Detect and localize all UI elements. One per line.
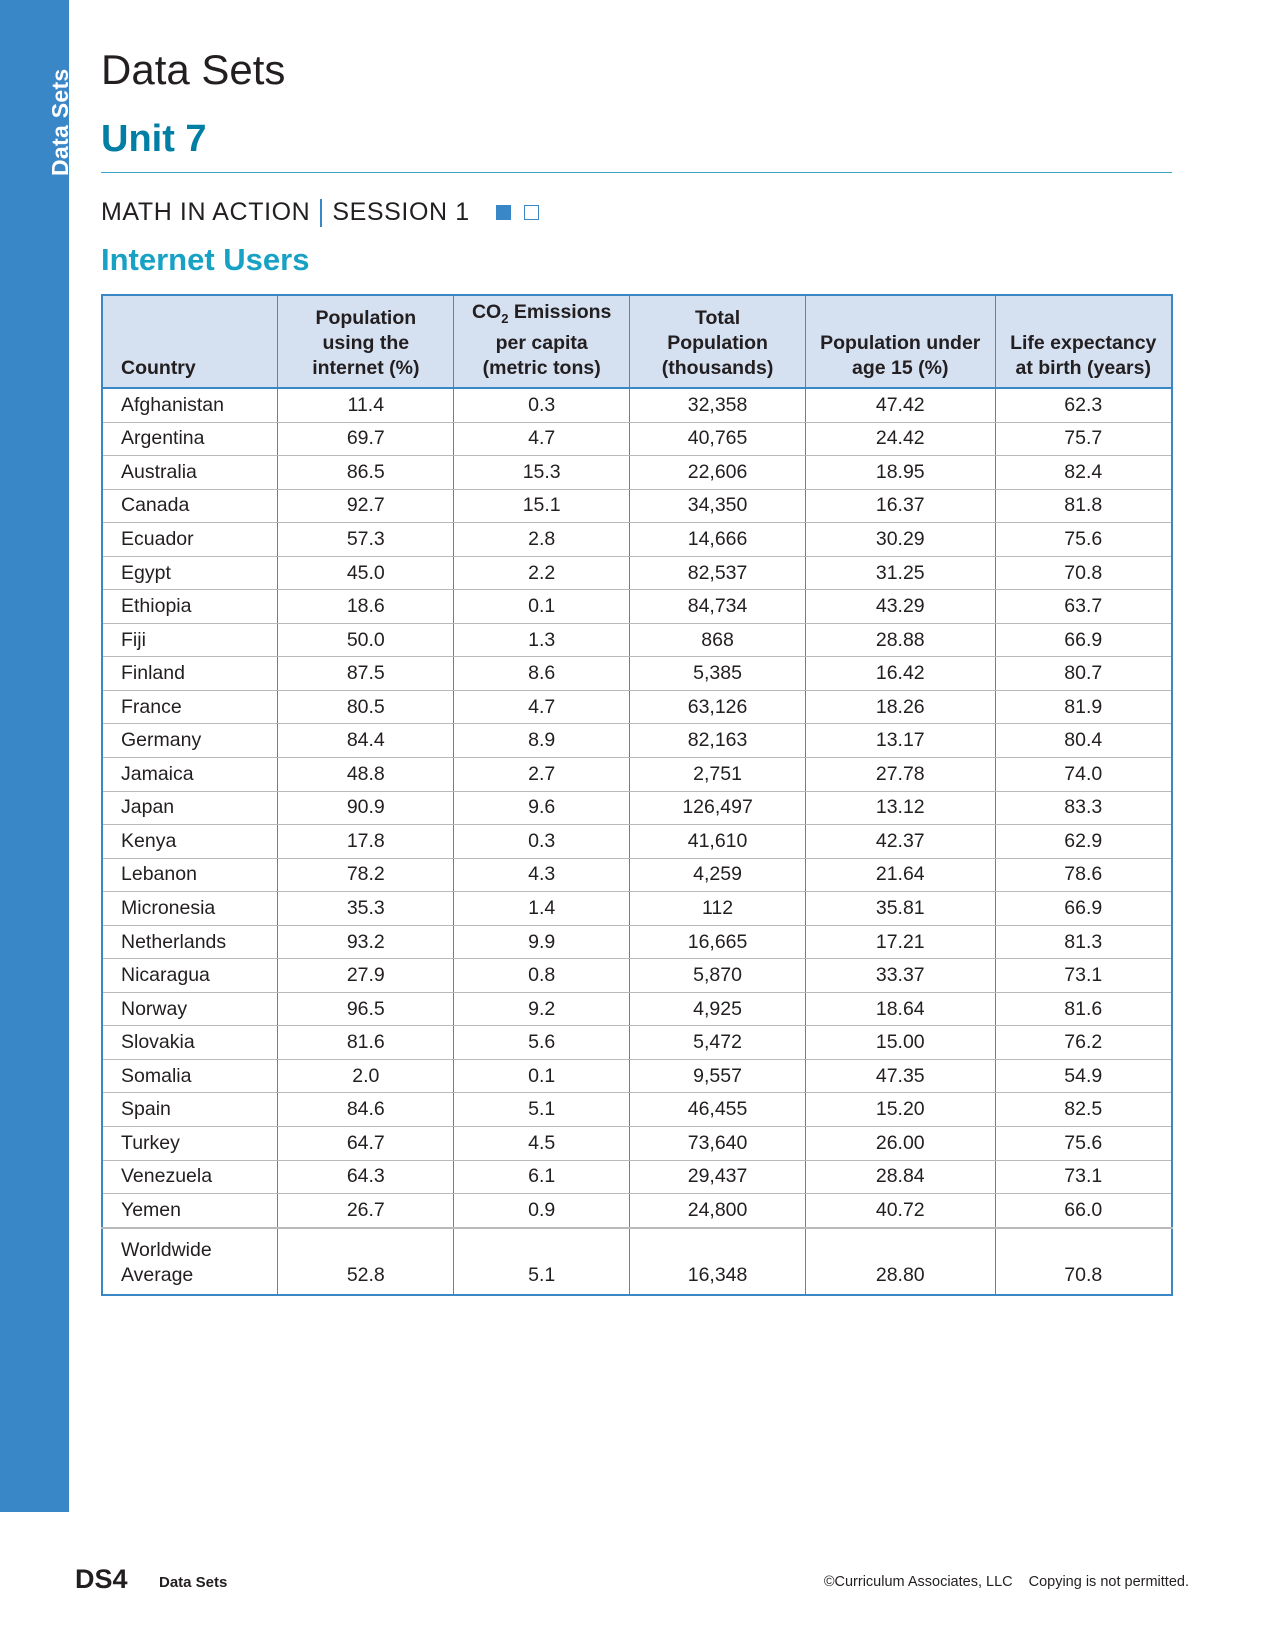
- table-row: [102, 1194, 1172, 1228]
- cell-average-under15: 28.80: [806, 1228, 996, 1295]
- cell-co2: 0.1: [454, 1059, 630, 1093]
- table-row: [102, 758, 1172, 792]
- cell-internet: 18.6: [278, 590, 454, 624]
- header-population: Total Population (thousands): [630, 295, 806, 388]
- side-label: Data Sets: [47, 68, 73, 176]
- cell-population: 5,385: [630, 657, 806, 691]
- table-row: [102, 892, 1172, 926]
- cell-population: 126,497: [630, 791, 806, 825]
- cell-population: 84,734: [630, 590, 806, 624]
- page-title: Data Sets: [101, 46, 286, 93]
- cell-country: Slovakia: [102, 1026, 278, 1060]
- cell-life: 70.8: [995, 556, 1172, 590]
- cell-internet: 96.5: [278, 992, 454, 1026]
- cell-under15: 16.37: [806, 489, 996, 523]
- cell-internet: 26.7: [278, 1194, 454, 1228]
- cell-life: 54.9: [995, 1059, 1172, 1093]
- cell-average-internet: 52.8: [278, 1228, 454, 1295]
- cell-life: 82.5: [995, 1093, 1172, 1127]
- cell-internet: 64.7: [278, 1127, 454, 1161]
- cell-internet: 69.7: [278, 422, 454, 456]
- cell-under15: 18.95: [806, 456, 996, 490]
- cell-life: 75.7: [995, 422, 1172, 456]
- cell-country: Germany: [102, 724, 278, 758]
- cell-co2: 9.6: [454, 791, 630, 825]
- cell-country: Australia: [102, 456, 278, 490]
- cell-country: Afghanistan: [102, 388, 278, 422]
- cell-life: 83.3: [995, 791, 1172, 825]
- cell-population: 5,870: [630, 959, 806, 993]
- cell-under15: 47.35: [806, 1059, 996, 1093]
- cell-internet: 2.0: [278, 1059, 454, 1093]
- cell-country: Nicaragua: [102, 959, 278, 993]
- cell-under15: 30.29: [806, 523, 996, 557]
- cell-country: Ecuador: [102, 523, 278, 557]
- table-row: [102, 489, 1172, 523]
- table-row: [102, 1059, 1172, 1093]
- session-progress-empty-icon: [524, 205, 539, 220]
- cell-life: 78.6: [995, 858, 1172, 892]
- cell-under15: 17.21: [806, 925, 996, 959]
- cell-population: 29,437: [630, 1160, 806, 1194]
- cell-under15: 31.25: [806, 556, 996, 590]
- cell-population: 32,358: [630, 388, 806, 422]
- cell-life: 73.1: [995, 1160, 1172, 1194]
- cell-average-population: 16,348: [630, 1228, 806, 1295]
- cell-country: Canada: [102, 489, 278, 523]
- table-row: [102, 556, 1172, 590]
- table-row: [102, 791, 1172, 825]
- cell-under15: 28.84: [806, 1160, 996, 1194]
- cell-country: Micronesia: [102, 892, 278, 926]
- cell-country: Netherlands: [102, 925, 278, 959]
- cell-under15: 16.42: [806, 657, 996, 691]
- cell-under15: 33.37: [806, 959, 996, 993]
- cell-co2: 5.1: [454, 1093, 630, 1127]
- side-bar: [0, 0, 73, 1512]
- cell-under15: 42.37: [806, 825, 996, 859]
- cell-co2: 0.9: [454, 1194, 630, 1228]
- cell-population: 2,751: [630, 758, 806, 792]
- table-row: [102, 456, 1172, 490]
- cell-population: 24,800: [630, 1194, 806, 1228]
- cell-life: 63.7: [995, 590, 1172, 624]
- table-row: [102, 657, 1172, 691]
- table-row: [102, 690, 1172, 724]
- cell-co2: 6.1: [454, 1160, 630, 1194]
- session-separator: [320, 199, 322, 227]
- cell-under15: 15.20: [806, 1093, 996, 1127]
- cell-co2: 1.3: [454, 623, 630, 657]
- cell-under15: 15.00: [806, 1026, 996, 1060]
- cell-life: 82.4: [995, 456, 1172, 490]
- unit-heading: Unit 7: [101, 118, 207, 160]
- header-co2: $CO_2$ Emissions per capita (metric tons): [454, 295, 630, 388]
- cell-under15: 24.42: [806, 422, 996, 456]
- cell-co2: 0.3: [454, 388, 630, 422]
- cell-life: 74.0: [995, 758, 1172, 792]
- cell-population: 63,126: [630, 690, 806, 724]
- cell-co2: 1.4: [454, 892, 630, 926]
- header-country: Country: [102, 295, 278, 388]
- table-row: [102, 858, 1172, 892]
- table-row: [102, 1093, 1172, 1127]
- cell-internet: 27.9: [278, 959, 454, 993]
- data-table: [101, 294, 1173, 1296]
- section-title: Internet Users: [101, 242, 310, 277]
- cell-internet: 64.3: [278, 1160, 454, 1194]
- table-row: [102, 825, 1172, 859]
- cell-life: 66.9: [995, 892, 1172, 926]
- cell-internet: 93.2: [278, 925, 454, 959]
- cell-average-life: 70.8: [995, 1228, 1172, 1295]
- copyright-text: ©Curriculum Associates, LLC: [823, 1574, 1013, 1590]
- cell-under15: 26.00: [806, 1127, 996, 1161]
- table-row: [102, 590, 1172, 624]
- cell-population: 14,666: [630, 523, 806, 557]
- cell-country: Venezuela: [102, 1160, 278, 1194]
- cell-co2: 2.7: [454, 758, 630, 792]
- cell-country: Norway: [102, 992, 278, 1026]
- cell-under15: 21.64: [806, 858, 996, 892]
- average-label: Worldwide Average: [121, 1238, 212, 1286]
- copy-notice: Copying is not permitted.: [1028, 1574, 1189, 1590]
- cell-population: 5,472: [630, 1026, 806, 1060]
- cell-country: Spain: [102, 1093, 278, 1127]
- cell-population: 41,610: [630, 825, 806, 859]
- page-number: DS4: [75, 1564, 128, 1594]
- table-row: [102, 388, 1172, 422]
- cell-co2: 0.1: [454, 590, 630, 624]
- cell-country: Japan: [102, 791, 278, 825]
- cell-co2: 15.3: [454, 456, 630, 490]
- cell-life: 80.7: [995, 657, 1172, 691]
- cell-co2: 8.6: [454, 657, 630, 691]
- cell-life: 66.0: [995, 1194, 1172, 1228]
- cell-population: 82,537: [630, 556, 806, 590]
- table-row: [102, 992, 1172, 1026]
- cell-internet: 80.5: [278, 690, 454, 724]
- cell-life: 66.9: [995, 623, 1172, 657]
- cell-co2: 2.8: [454, 523, 630, 557]
- cell-life: 73.1: [995, 959, 1172, 993]
- table-row: [102, 925, 1172, 959]
- cell-population: 82,163: [630, 724, 806, 758]
- cell-average-country: [102, 1228, 278, 1295]
- table-header-row: [102, 295, 1172, 388]
- cell-country: Argentina: [102, 422, 278, 456]
- cell-under15: 28.88: [806, 623, 996, 657]
- cell-country: Ethiopia: [102, 590, 278, 624]
- cell-population: 34,350: [630, 489, 806, 523]
- cell-under15: 40.72: [806, 1194, 996, 1228]
- table-row: [102, 422, 1172, 456]
- cell-population: 4,925: [630, 992, 806, 1026]
- cell-internet: 87.5: [278, 657, 454, 691]
- cell-life: 62.9: [995, 825, 1172, 859]
- table-row: [102, 724, 1172, 758]
- cell-country: Egypt: [102, 556, 278, 590]
- cell-co2: 4.7: [454, 690, 630, 724]
- cell-co2: 8.9: [454, 724, 630, 758]
- session-part1: MATH IN ACTION: [101, 198, 311, 226]
- cell-co2: 4.7: [454, 422, 630, 456]
- cell-under15: 43.29: [806, 590, 996, 624]
- table-row-average: [102, 1228, 1172, 1295]
- cell-under15: 35.81: [806, 892, 996, 926]
- cell-co2: 0.8: [454, 959, 630, 993]
- cell-internet: 86.5: [278, 456, 454, 490]
- cell-life: 81.3: [995, 925, 1172, 959]
- cell-average-co2: 5.1: [454, 1228, 630, 1295]
- session-progress-filled-icon: [496, 205, 511, 220]
- cell-life: 81.8: [995, 489, 1172, 523]
- cell-population: 16,665: [630, 925, 806, 959]
- cell-country: Yemen: [102, 1194, 278, 1228]
- cell-internet: 35.3: [278, 892, 454, 926]
- cell-life: 80.4: [995, 724, 1172, 758]
- cell-co2: 9.9: [454, 925, 630, 959]
- cell-internet: 90.9: [278, 791, 454, 825]
- cell-co2: 15.1: [454, 489, 630, 523]
- cell-internet: 84.6: [278, 1093, 454, 1127]
- cell-internet: 81.6: [278, 1026, 454, 1060]
- cell-life: 81.9: [995, 690, 1172, 724]
- table-row: [102, 959, 1172, 993]
- cell-internet: 11.4: [278, 388, 454, 422]
- cell-internet: 45.0: [278, 556, 454, 590]
- cell-country: Finland: [102, 657, 278, 691]
- cell-life: 75.6: [995, 523, 1172, 557]
- cell-co2: 5.6: [454, 1026, 630, 1060]
- cell-population: 22,606: [630, 456, 806, 490]
- cell-population: 46,455: [630, 1093, 806, 1127]
- cell-under15: 13.12: [806, 791, 996, 825]
- cell-life: 76.2: [995, 1026, 1172, 1060]
- cell-internet: 17.8: [278, 825, 454, 859]
- cell-country: Turkey: [102, 1127, 278, 1161]
- cell-country: Jamaica: [102, 758, 278, 792]
- cell-co2: 2.2: [454, 556, 630, 590]
- cell-population: 4,259: [630, 858, 806, 892]
- cell-life: 81.6: [995, 992, 1172, 1026]
- copyright: [824, 1574, 1189, 1590]
- cell-population: 112: [630, 892, 806, 926]
- cell-under15: 18.64: [806, 992, 996, 1026]
- cell-country: Kenya: [102, 825, 278, 859]
- cell-internet: 57.3: [278, 523, 454, 557]
- cell-population: 9,557: [630, 1059, 806, 1093]
- cell-under15: 27.78: [806, 758, 996, 792]
- cell-internet: 92.7: [278, 489, 454, 523]
- cell-population: 73,640: [630, 1127, 806, 1161]
- cell-population: 868: [630, 623, 806, 657]
- header-life-expectancy: Life expectancy at birth (years): [995, 295, 1172, 388]
- cell-co2: 4.3: [454, 858, 630, 892]
- cell-co2: 9.2: [454, 992, 630, 1026]
- cell-internet: 50.0: [278, 623, 454, 657]
- footer-section-label: Data Sets: [159, 1574, 228, 1591]
- cell-under15: 47.42: [806, 388, 996, 422]
- session-heading: [101, 198, 539, 227]
- header-under15: Population under age 15 (%): [806, 295, 996, 388]
- table-row: [102, 1160, 1172, 1194]
- table-row: [102, 623, 1172, 657]
- cell-country: Somalia: [102, 1059, 278, 1093]
- cell-population: 40,765: [630, 422, 806, 456]
- cell-country: France: [102, 690, 278, 724]
- cell-under15: 18.26: [806, 690, 996, 724]
- table-row: [102, 1127, 1172, 1161]
- session-part2: SESSION 1: [332, 198, 470, 226]
- cell-co2: 0.3: [454, 825, 630, 859]
- cell-under15: 13.17: [806, 724, 996, 758]
- cell-internet: 48.8: [278, 758, 454, 792]
- cell-internet: 84.4: [278, 724, 454, 758]
- table-row: [102, 523, 1172, 557]
- divider: [101, 172, 1172, 173]
- cell-co2: 4.5: [454, 1127, 630, 1161]
- header-internet: Population using the internet (%): [278, 295, 454, 388]
- cell-internet: 78.2: [278, 858, 454, 892]
- cell-country: Fiji: [102, 623, 278, 657]
- cell-country: Lebanon: [102, 858, 278, 892]
- cell-life: 75.6: [995, 1127, 1172, 1161]
- table-row: [102, 1026, 1172, 1060]
- cell-life: 62.3: [995, 388, 1172, 422]
